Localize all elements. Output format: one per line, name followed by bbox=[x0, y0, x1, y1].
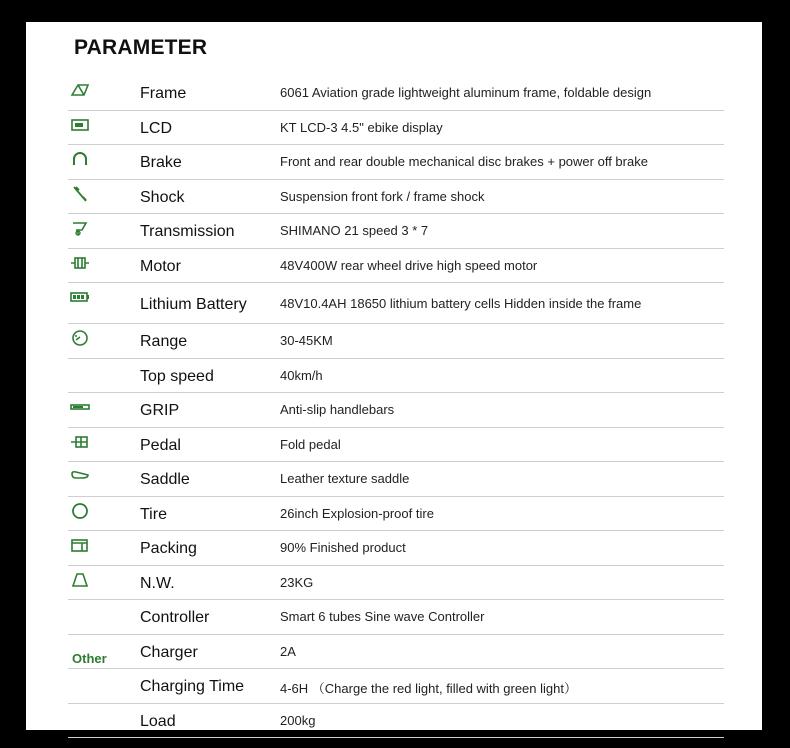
param-value: Fold pedal bbox=[280, 436, 341, 452]
table-row bbox=[68, 359, 724, 394]
table-row bbox=[68, 393, 724, 428]
shock-icon bbox=[70, 186, 90, 202]
lcd-icon bbox=[70, 117, 90, 133]
table-row bbox=[68, 531, 724, 566]
param-value: 40km/h bbox=[280, 367, 323, 383]
param-value: 6061 Aviation grade lightweight aluminum frame, foldable design bbox=[280, 85, 652, 100]
other-category-label: Other bbox=[72, 650, 107, 666]
table-row bbox=[68, 566, 724, 601]
param-name: Charging Time bbox=[140, 678, 245, 695]
param-value: 4-6H （Charge the red light, filled with green light） bbox=[280, 681, 577, 696]
tire-icon bbox=[70, 503, 90, 519]
table-row bbox=[68, 635, 724, 670]
param-value: 48V10.4AH 18650 lithium battery cells Hidden inside the frame bbox=[280, 296, 642, 311]
param-value: Suspension front fork / frame shock bbox=[280, 188, 485, 204]
param-name: LCD bbox=[140, 119, 173, 137]
param-value: 2A bbox=[280, 643, 296, 659]
param-name: Top speed bbox=[140, 367, 214, 385]
param-value: 26inch Explosion-proof tire bbox=[280, 505, 434, 521]
param-value: 200kg bbox=[280, 712, 316, 728]
brake-icon bbox=[70, 151, 90, 167]
table-row bbox=[68, 283, 724, 324]
param-name: Load bbox=[140, 712, 176, 730]
motor-icon bbox=[70, 255, 90, 271]
table-row bbox=[68, 428, 724, 463]
battery-icon bbox=[70, 289, 90, 305]
param-name: Controller bbox=[140, 609, 210, 626]
weight-icon bbox=[70, 572, 90, 588]
param-name: Frame bbox=[140, 85, 187, 102]
table-row bbox=[68, 704, 724, 739]
saddle-icon bbox=[70, 468, 90, 484]
pedal-icon bbox=[70, 434, 90, 450]
table-row bbox=[68, 214, 724, 249]
table-row bbox=[68, 111, 724, 146]
param-value: Front and rear double mechanical disc brakes + power off brake bbox=[280, 154, 648, 169]
param-name: Brake bbox=[140, 154, 182, 171]
param-name: Tire bbox=[140, 505, 167, 523]
table-row bbox=[68, 145, 724, 180]
parameter-panel bbox=[26, 22, 762, 730]
param-value: 90% Finished product bbox=[280, 540, 406, 555]
param-value: Leather texture saddle bbox=[280, 471, 410, 486]
param-value: SHIMANO 21 speed 3 * 7 bbox=[280, 223, 429, 238]
table-row bbox=[68, 324, 724, 359]
frame-icon bbox=[70, 82, 90, 98]
param-name: Shock bbox=[140, 188, 185, 206]
grip-icon bbox=[70, 399, 90, 415]
table-row bbox=[68, 76, 724, 111]
transmission-icon bbox=[70, 220, 90, 236]
table-row bbox=[68, 669, 724, 704]
table-row bbox=[68, 180, 724, 215]
param-name: Transmission bbox=[140, 223, 235, 240]
param-value: 23KG bbox=[280, 574, 314, 590]
param-name: GRIP bbox=[140, 402, 180, 419]
param-name: Packing bbox=[140, 540, 197, 557]
parameter-table bbox=[68, 76, 724, 738]
param-name: Motor bbox=[140, 257, 181, 275]
param-value: Anti-slip handlebars bbox=[280, 402, 395, 417]
param-name: Lithium Battery bbox=[140, 296, 247, 313]
param-value: Smart 6 tubes Sine wave Controller bbox=[280, 609, 485, 624]
param-value: KT LCD-3 4.5" ebike display bbox=[280, 119, 443, 135]
param-name: Pedal bbox=[140, 436, 181, 454]
table-row bbox=[68, 462, 724, 497]
table-row bbox=[68, 600, 724, 635]
param-value: 48V400W rear wheel drive high speed motor bbox=[280, 257, 538, 273]
packing-icon bbox=[70, 537, 90, 553]
param-name: Charger bbox=[140, 643, 198, 661]
param-name: Saddle bbox=[140, 471, 190, 488]
table-row bbox=[68, 249, 724, 284]
param-value: 30-45KM bbox=[280, 333, 333, 348]
param-name: N.W. bbox=[140, 574, 175, 592]
speedometer-icon bbox=[70, 330, 90, 346]
param-name: Range bbox=[140, 333, 188, 350]
table-row bbox=[68, 497, 724, 532]
page-title: PARAMETER bbox=[74, 36, 208, 59]
